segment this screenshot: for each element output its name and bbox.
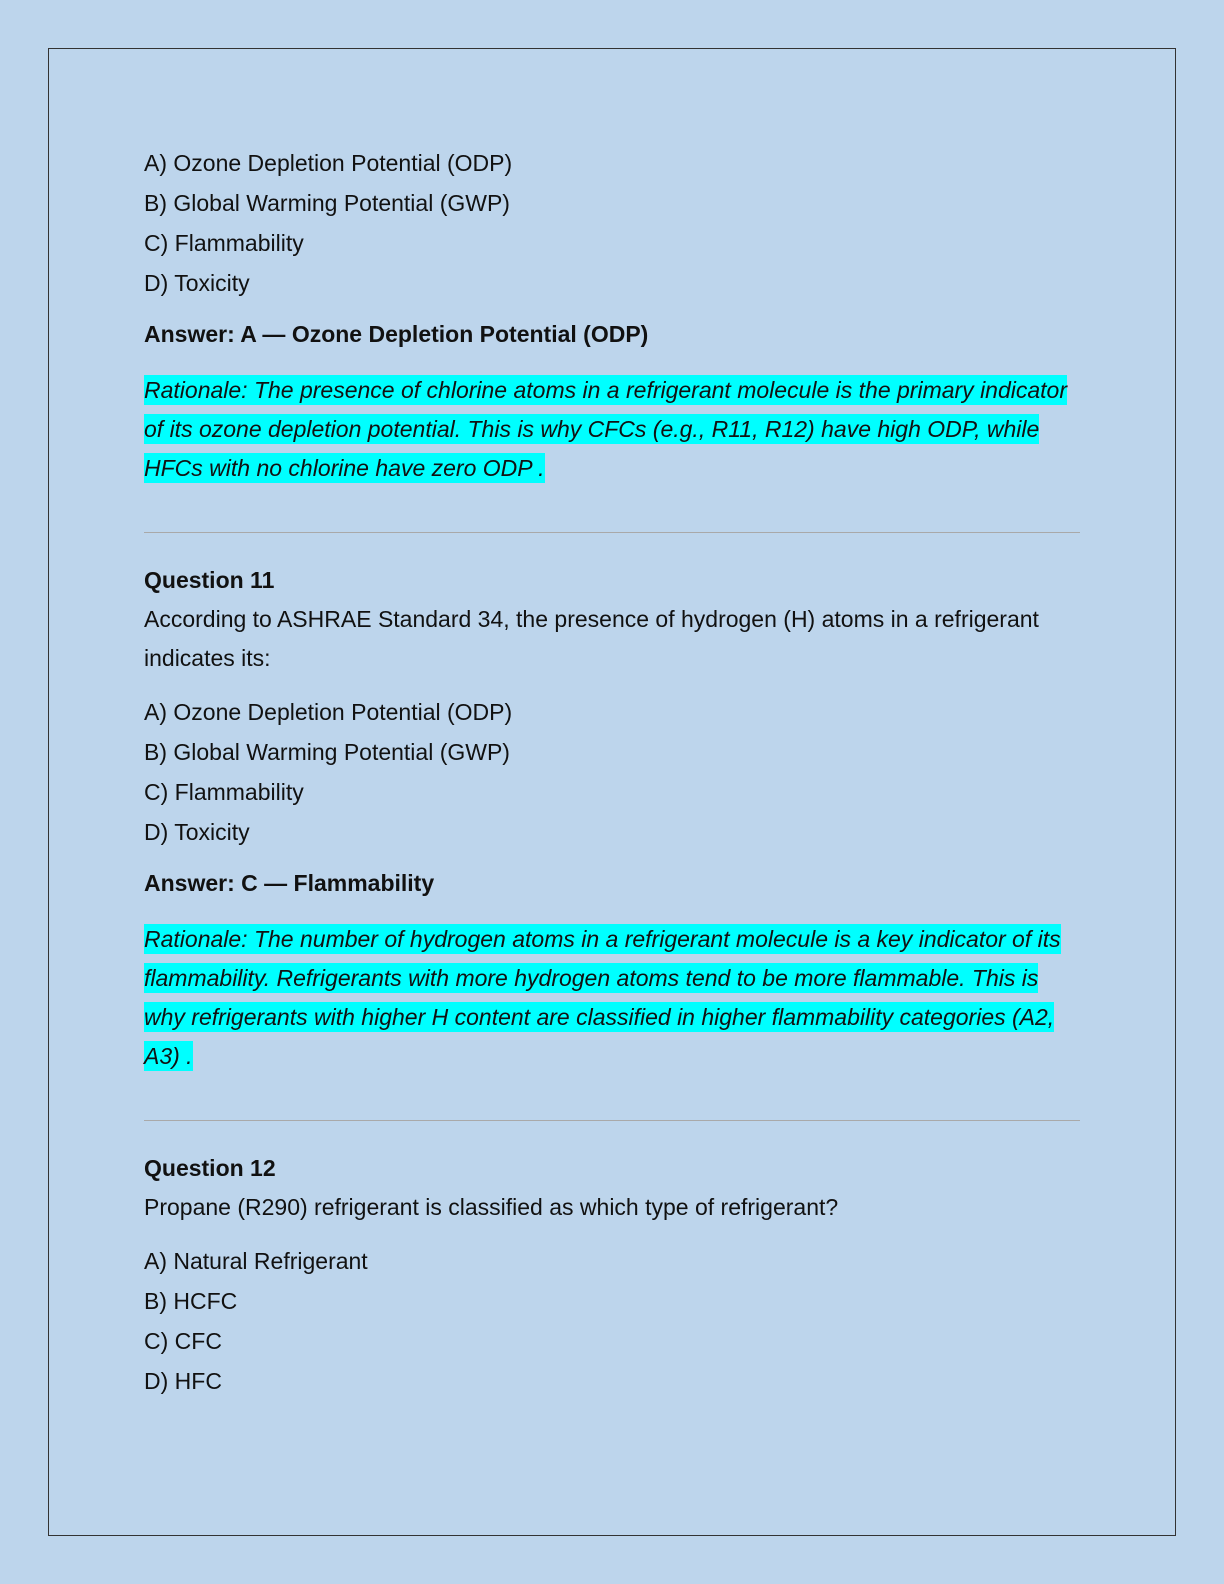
question-11-text: According to ASHRAE Standard 34, the presence of hydrogen (H) atoms in a refrigerant indicates its:	[144, 606, 1039, 671]
question-10-answer: Answer: A — Ozone Depletion Potential (ODP)	[144, 321, 649, 347]
question-11-answer: Answer: C — Flammability	[144, 870, 435, 896]
option-d: D) HFC	[144, 1368, 222, 1394]
option-d: D) Toxicity	[144, 270, 250, 296]
question-11	[144, 565, 1080, 1076]
question-12-text: Propane (R290) refrigerant is classified as which type of refrigerant?	[144, 1194, 839, 1220]
option-b: B) Global Warming Potential (GWP)	[144, 739, 510, 765]
rationale-highlight: Rationale: The number of hydrogen atoms in a refrigerant molecule is a key indicator of its flammability. Refrigerants with more hydrogen atoms tend to be more flammable. This is why refrigerants with higher H content are classified in higher flammability categories (A2, A3) .	[144, 926, 1061, 1069]
option-c: C) CFC	[144, 1328, 222, 1354]
question-12	[144, 1153, 1080, 1401]
option-a: A) Ozone Depletion Potential (ODP)	[144, 150, 513, 176]
question-10-rationale	[144, 371, 1074, 488]
option-b: B) HCFC	[144, 1288, 238, 1314]
option-b: B) Global Warming Potential (GWP)	[144, 190, 510, 216]
divider	[144, 532, 1080, 533]
option-d: D) Toxicity	[144, 819, 250, 845]
document-content	[144, 143, 1080, 1401]
question-11-rationale	[144, 920, 1074, 1076]
question-12-options	[144, 1241, 1080, 1401]
rationale-highlight: Rationale: The presence of chlorine atoms in a refrigerant molecule is the primary indicator of its ozone depletion potential. This is why CFCs (e.g., R11, R12) have high ODP, while HFCs with no chlorine have zero ODP .	[144, 377, 1067, 481]
divider	[144, 1120, 1080, 1121]
option-c: C) Flammability	[144, 230, 304, 256]
question-11-title: Question 11	[144, 567, 275, 593]
question-10-options	[144, 143, 1080, 303]
question-12-title: Question 12	[144, 1155, 276, 1181]
option-a: A) Ozone Depletion Potential (ODP)	[144, 699, 513, 725]
option-c: C) Flammability	[144, 779, 304, 805]
question-11-options	[144, 692, 1080, 852]
question-10-tail	[144, 143, 1080, 488]
option-a: A) Natural Refrigerant	[144, 1248, 368, 1274]
